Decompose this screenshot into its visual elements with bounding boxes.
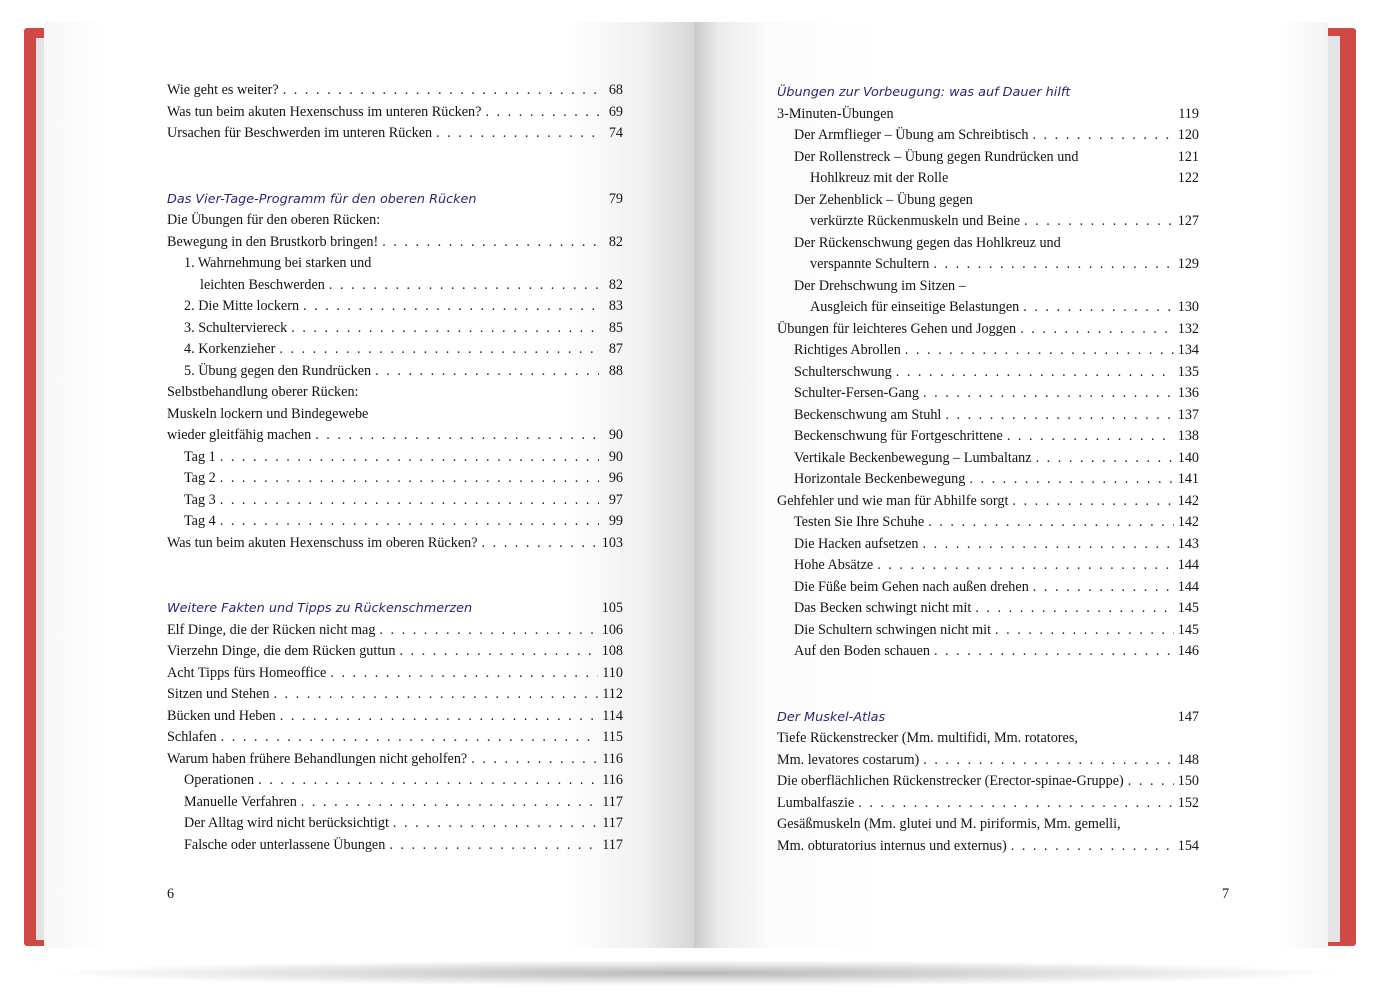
toc-page-number: 140 bbox=[1177, 449, 1199, 466]
toc-page-number: 121 bbox=[1177, 148, 1199, 165]
dot-leader bbox=[283, 80, 599, 102]
toc-entry-title: leichten Beschwerden bbox=[200, 276, 325, 293]
toc-entry bbox=[777, 728, 1199, 750]
dot-leader bbox=[934, 641, 1174, 663]
toc-entry-title: Acht Tipps fürs Homeoffice bbox=[167, 664, 327, 681]
dot-leader bbox=[301, 792, 598, 814]
toc-page-number: 96 bbox=[608, 470, 623, 486]
dot-leader bbox=[279, 339, 599, 361]
toc-entry bbox=[777, 512, 1199, 534]
dot-leader bbox=[1012, 491, 1173, 513]
toc-page-number: 90 bbox=[608, 448, 623, 465]
toc-page-number: 117 bbox=[602, 836, 623, 853]
toc-left bbox=[167, 80, 623, 856]
toc-entry bbox=[167, 641, 623, 663]
toc-entry-title: Tag 4 bbox=[184, 513, 216, 529]
toc-page-number: 115 bbox=[602, 729, 623, 745]
toc-section-heading bbox=[777, 82, 1199, 104]
toc-entry bbox=[777, 362, 1199, 384]
dot-leader bbox=[258, 770, 598, 792]
toc-page-number: 85 bbox=[608, 319, 623, 336]
toc-entry-title: Die Hacken aufsetzen bbox=[794, 535, 919, 552]
toc-page-number: 145 bbox=[1177, 600, 1199, 616]
toc-page-number: 117 bbox=[602, 793, 623, 810]
dot-leader bbox=[291, 318, 599, 340]
toc-page-number: 152 bbox=[1177, 794, 1199, 811]
toc-entry bbox=[167, 232, 623, 254]
dot-leader bbox=[945, 405, 1173, 427]
toc-page-number: 130 bbox=[1177, 299, 1199, 315]
toc-entry-title: Bewegung in den Brustkorb bringen! bbox=[167, 233, 379, 250]
toc-entry bbox=[167, 684, 623, 706]
toc-page-number: 87 bbox=[608, 341, 623, 357]
toc-page-number: 106 bbox=[601, 621, 623, 638]
toc-entry bbox=[167, 727, 623, 749]
toc-entry bbox=[777, 793, 1199, 815]
toc-entry bbox=[167, 123, 623, 145]
toc-entry-title: Tag 3 bbox=[184, 491, 216, 508]
toc-entry bbox=[777, 836, 1199, 858]
dot-leader bbox=[975, 598, 1173, 620]
toc-page-number: 74 bbox=[608, 125, 623, 141]
dot-leader bbox=[1128, 771, 1174, 793]
toc-entry-title: Falsche oder unterlassene Übungen bbox=[184, 836, 386, 853]
toc-page-number: 154 bbox=[1177, 837, 1199, 854]
dot-leader bbox=[877, 555, 1174, 577]
toc-entry-title: Die Übungen für den oberen Rücken: bbox=[167, 212, 381, 228]
dot-leader bbox=[220, 490, 599, 512]
toc-page-number: 69 bbox=[608, 103, 623, 120]
toc-entry bbox=[777, 211, 1199, 233]
toc-entry-title: Der Zehenblick – Übung gegen bbox=[794, 191, 973, 208]
toc-entry-title: Sitzen und Stehen bbox=[167, 686, 270, 702]
toc-entry-title: Selbstbehandlung oberer Rücken: bbox=[167, 384, 359, 400]
toc-page-number: 136 bbox=[1177, 385, 1199, 401]
toc-entry bbox=[777, 104, 1199, 126]
toc-entry bbox=[777, 190, 1199, 212]
toc-entry-title: Übungen für leichteres Gehen und Joggen bbox=[777, 320, 1017, 337]
toc-entry-title: Weitere Fakten und Tipps zu Rückenschmerzen bbox=[167, 601, 473, 616]
toc-entry bbox=[167, 620, 623, 642]
toc-entry-title: Bücken und Heben bbox=[167, 707, 276, 724]
toc-entry-title: 2. Die Mitte lockern bbox=[184, 298, 300, 314]
toc-entry-title: Elf Dinge, die der Rücken nicht mag bbox=[167, 621, 376, 638]
toc-entry-title: Tiefe Rückenstrecker (Mm. multifidi, Mm. rotatores, bbox=[777, 730, 1078, 746]
dot-leader bbox=[471, 749, 598, 771]
toc-entry-title: Schulterschwung bbox=[794, 363, 892, 380]
toc-page-number: 99 bbox=[608, 513, 623, 529]
toc-entry-title: Was tun beim akuten Hexenschuss im oberen Rücken? bbox=[167, 534, 478, 551]
dot-leader bbox=[393, 813, 598, 835]
toc-entry-title: Mm. levatores costarum) bbox=[777, 751, 920, 768]
toc-page-number: 127 bbox=[1177, 213, 1199, 229]
section-spacer bbox=[777, 663, 1199, 707]
dot-leader bbox=[923, 750, 1173, 772]
toc-page-number: 119 bbox=[1178, 105, 1199, 122]
toc-entry-title: 3. Schulterviereck bbox=[184, 319, 288, 336]
toc-page-number: 129 bbox=[1177, 256, 1199, 272]
dot-leader bbox=[1011, 836, 1174, 858]
toc-entry-title: Gehfehler und wie man für Abhilfe sorgt bbox=[777, 492, 1009, 509]
toc-page-number: 82 bbox=[608, 233, 623, 250]
toc-entry bbox=[167, 792, 623, 814]
toc-entry bbox=[167, 511, 623, 533]
toc-entry bbox=[777, 276, 1199, 298]
toc-page-number: 141 bbox=[1177, 471, 1199, 487]
toc-entry-title: Horizontale Beckenbewegung bbox=[794, 471, 966, 487]
toc-page-number: 112 bbox=[602, 686, 623, 702]
right-page bbox=[694, 22, 1328, 948]
toc-entry-title: 1. Wahrnehmung bei starken und bbox=[184, 255, 372, 271]
toc-page-number: 145 bbox=[1177, 621, 1199, 638]
toc-entry bbox=[167, 318, 623, 340]
toc-entry bbox=[777, 469, 1199, 491]
toc-entry-title: Vertikale Beckenbewegung – Lumbaltanz bbox=[794, 449, 1032, 466]
toc-page-number: 110 bbox=[602, 664, 623, 681]
dot-leader bbox=[379, 620, 597, 642]
toc-entry-title: Muskeln lockern und Bindegewebe bbox=[167, 405, 369, 422]
toc-page-number: 148 bbox=[1177, 751, 1199, 768]
toc-entry bbox=[777, 771, 1199, 793]
dot-leader bbox=[220, 447, 599, 469]
toc-entry bbox=[167, 663, 623, 685]
toc-entry bbox=[167, 275, 623, 297]
toc-section-heading bbox=[777, 707, 1199, 729]
toc-page-number: 147 bbox=[1177, 708, 1199, 725]
toc-entry bbox=[777, 383, 1199, 405]
dot-leader bbox=[922, 534, 1173, 556]
toc-entry-title: Gesäßmuskeln (Mm. glutei und M. piriformis, Mm. gemelli, bbox=[777, 816, 1121, 832]
dot-leader bbox=[1023, 297, 1174, 319]
book-shadow bbox=[40, 960, 1350, 986]
toc-entry bbox=[167, 447, 623, 469]
toc-entry-title: Schulter-Fersen-Gang bbox=[794, 385, 919, 401]
toc-entry bbox=[777, 577, 1199, 599]
toc-entry bbox=[167, 361, 623, 383]
toc-entry bbox=[777, 254, 1199, 276]
toc-entry bbox=[167, 813, 623, 835]
toc-section-heading bbox=[167, 189, 623, 211]
toc-entry-title: Das Becken schwingt nicht mit bbox=[794, 600, 972, 616]
toc-page-number: 116 bbox=[602, 772, 623, 788]
toc-entry-title: Tag 1 bbox=[184, 448, 216, 465]
toc-entry bbox=[777, 233, 1199, 255]
toc-page-number: 150 bbox=[1177, 773, 1199, 789]
dot-leader bbox=[995, 620, 1174, 642]
toc-entry bbox=[777, 534, 1199, 556]
dot-leader bbox=[1032, 125, 1173, 147]
dot-leader bbox=[220, 468, 599, 490]
toc-entry-title: Was tun beim akuten Hexenschuss im unteren Rücken? bbox=[167, 103, 482, 120]
toc-entry bbox=[777, 491, 1199, 513]
dot-leader bbox=[436, 123, 599, 145]
toc-entry bbox=[167, 102, 623, 124]
toc-entry-title: Auf den Boden schauen bbox=[794, 643, 930, 659]
toc-entry-title: Schlafen bbox=[167, 729, 217, 745]
dot-leader bbox=[389, 835, 598, 857]
toc-entry-title: Hohe Absätze bbox=[794, 557, 874, 573]
toc-entry-title: Der Drehschwung im Sitzen – bbox=[794, 277, 966, 294]
toc-entry bbox=[167, 339, 623, 361]
toc-entry-title: Ursachen für Beschwerden im unteren Rücken bbox=[167, 125, 433, 141]
toc-page-number: 143 bbox=[1177, 535, 1199, 552]
dot-leader bbox=[280, 706, 598, 728]
toc-entry bbox=[167, 706, 623, 728]
dot-leader bbox=[933, 254, 1173, 276]
toc-entry-title: Vierzehn Dinge, die dem Rücken guttun bbox=[167, 643, 396, 659]
toc-entry-title: wieder gleitfähig machen bbox=[167, 427, 312, 443]
toc-page-number: 82 bbox=[608, 276, 623, 293]
toc-entry bbox=[777, 641, 1199, 663]
dot-leader bbox=[485, 102, 599, 124]
toc-entry-title: Wie geht es weiter? bbox=[167, 82, 279, 98]
toc-entry bbox=[167, 490, 623, 512]
toc-entry bbox=[777, 426, 1199, 448]
dot-leader bbox=[329, 275, 599, 297]
toc-entry-title: Lumbalfaszie bbox=[777, 794, 855, 811]
toc-page-number: 137 bbox=[1177, 406, 1199, 423]
dot-leader bbox=[928, 512, 1174, 534]
toc-entry-title: Hohlkreuz mit der Rolle bbox=[810, 170, 949, 186]
toc-entry-title: 3-Minuten-Übungen bbox=[777, 105, 894, 122]
page-number-left: 6 bbox=[167, 886, 175, 902]
toc-entry-title: Die Füße beim Gehen nach außen drehen bbox=[794, 578, 1029, 595]
toc-page-number: 68 bbox=[608, 82, 623, 98]
toc-page-number: 83 bbox=[608, 298, 623, 314]
page-number-right: 7 bbox=[1222, 886, 1230, 902]
toc-entry bbox=[777, 620, 1199, 642]
toc-entry bbox=[167, 749, 623, 771]
toc-entry bbox=[167, 533, 623, 555]
toc-entry-title: Der Armflieger – Übung am Schreibtisch bbox=[794, 127, 1029, 143]
toc-page-number: 79 bbox=[608, 190, 623, 207]
toc-entry bbox=[167, 770, 623, 792]
toc-page-number: 88 bbox=[608, 362, 623, 379]
toc-page-number: 144 bbox=[1177, 557, 1199, 573]
dot-leader bbox=[382, 232, 599, 254]
toc-entry-title: Testen Sie Ihre Schuhe bbox=[794, 514, 925, 530]
toc-page-number: 120 bbox=[1177, 127, 1199, 143]
toc-entry bbox=[777, 125, 1199, 147]
toc-entry bbox=[777, 340, 1199, 362]
dot-leader bbox=[858, 793, 1174, 815]
toc-entry bbox=[167, 468, 623, 490]
toc-entry bbox=[167, 210, 623, 232]
dot-leader bbox=[315, 425, 599, 447]
toc-page-number: 146 bbox=[1177, 643, 1199, 659]
dot-leader bbox=[1020, 319, 1174, 341]
toc-entry-title: Manuelle Verfahren bbox=[184, 793, 297, 810]
toc-entry bbox=[167, 425, 623, 447]
toc-entry-title: Operationen bbox=[184, 772, 255, 788]
toc-entry bbox=[777, 319, 1199, 341]
toc-entry-title: verspannte Schultern bbox=[810, 256, 930, 272]
toc-page-number: 132 bbox=[1177, 320, 1199, 337]
dot-leader bbox=[923, 383, 1174, 405]
toc-entry-title: Die Schultern schwingen nicht mit bbox=[794, 621, 992, 638]
toc-page-number: 103 bbox=[601, 534, 623, 551]
toc-right bbox=[777, 82, 1199, 857]
toc-page-number: 97 bbox=[608, 491, 623, 508]
toc-page-number: 116 bbox=[602, 750, 623, 767]
toc-entry bbox=[167, 296, 623, 318]
toc-entry bbox=[777, 168, 1199, 190]
dot-leader bbox=[220, 511, 599, 533]
section-spacer bbox=[167, 145, 623, 189]
toc-entry-title: 4. Korkenzieher bbox=[184, 341, 276, 357]
toc-entry bbox=[777, 147, 1199, 169]
toc-entry bbox=[167, 382, 623, 404]
toc-page-number: 142 bbox=[1177, 514, 1199, 530]
toc-entry bbox=[777, 297, 1199, 319]
toc-page-number: 144 bbox=[1177, 578, 1199, 595]
toc-entry-title: Der Muskel-Atlas bbox=[777, 709, 886, 725]
dot-leader bbox=[905, 340, 1174, 362]
toc-page-number: 122 bbox=[1177, 170, 1199, 186]
dot-leader bbox=[303, 296, 599, 318]
dot-leader bbox=[482, 533, 598, 555]
toc-entry bbox=[777, 448, 1199, 470]
toc-entry-title: Tag 2 bbox=[184, 470, 216, 486]
toc-entry-title: Ausgleich für einseitige Belastungen bbox=[810, 299, 1020, 315]
toc-entry-title: Übungen zur Vorbeugung: was auf Dauer hilft bbox=[777, 85, 1071, 100]
dot-leader bbox=[1033, 577, 1174, 599]
toc-entry-title: Die oberflächlichen Rückenstrecker (Erector-spinae-Gruppe) bbox=[777, 773, 1124, 789]
toc-entry-title: Beckenschwung für Fortgeschrittene bbox=[794, 428, 1003, 444]
toc-entry bbox=[777, 555, 1199, 577]
dot-leader bbox=[1007, 426, 1174, 448]
toc-entry bbox=[777, 814, 1199, 836]
toc-page-number: 134 bbox=[1177, 342, 1199, 358]
left-page bbox=[44, 22, 694, 948]
toc-entry-title: Beckenschwung am Stuhl bbox=[794, 406, 942, 423]
toc-page-number: 108 bbox=[601, 643, 623, 659]
toc-entry-title: Richtiges Abrollen bbox=[794, 342, 901, 358]
toc-entry-title: 5. Übung gegen den Rundrücken bbox=[184, 362, 372, 379]
toc-entry bbox=[167, 80, 623, 102]
dot-leader bbox=[330, 663, 598, 685]
toc-entry bbox=[167, 253, 623, 275]
toc-entry-title: Das Vier-Tage-Programm für den oberen Rücken bbox=[167, 191, 477, 207]
toc-page-number: 105 bbox=[601, 600, 623, 616]
toc-entry-title: Warum haben frühere Behandlungen nicht geholfen? bbox=[167, 750, 468, 767]
dot-leader bbox=[1036, 448, 1174, 470]
dot-leader bbox=[273, 684, 598, 706]
toc-entry bbox=[777, 750, 1199, 772]
dot-leader bbox=[221, 727, 599, 749]
toc-page-number: 114 bbox=[602, 707, 623, 724]
dot-leader bbox=[896, 362, 1174, 384]
toc-page-number: 117 bbox=[602, 815, 623, 831]
toc-page-number: 138 bbox=[1177, 428, 1199, 444]
section-spacer bbox=[167, 554, 623, 598]
dot-leader bbox=[399, 641, 597, 663]
toc-page-number: 142 bbox=[1177, 492, 1199, 509]
dot-leader bbox=[1024, 211, 1174, 233]
toc-entry-title: Der Rollenstreck – Übung gegen Rundrücken und bbox=[794, 148, 1079, 165]
toc-entry-title: Der Rückenschwung gegen das Hohlkreuz und bbox=[794, 234, 1061, 251]
toc-section-heading bbox=[167, 598, 623, 620]
toc-entry-title: Der Alltag wird nicht berücksichtigt bbox=[184, 815, 389, 831]
toc-entry bbox=[777, 405, 1199, 427]
toc-entry bbox=[167, 835, 623, 857]
dot-leader bbox=[969, 469, 1173, 491]
toc-entry bbox=[777, 598, 1199, 620]
dot-leader bbox=[375, 361, 599, 383]
toc-page-number: 90 bbox=[608, 427, 623, 443]
toc-page-number: 135 bbox=[1177, 363, 1199, 380]
toc-entry-title: Mm. obturatorius internus und externus) bbox=[777, 837, 1007, 854]
toc-entry bbox=[167, 404, 623, 426]
toc-entry-title: verkürzte Rückenmuskeln und Beine bbox=[810, 213, 1020, 229]
